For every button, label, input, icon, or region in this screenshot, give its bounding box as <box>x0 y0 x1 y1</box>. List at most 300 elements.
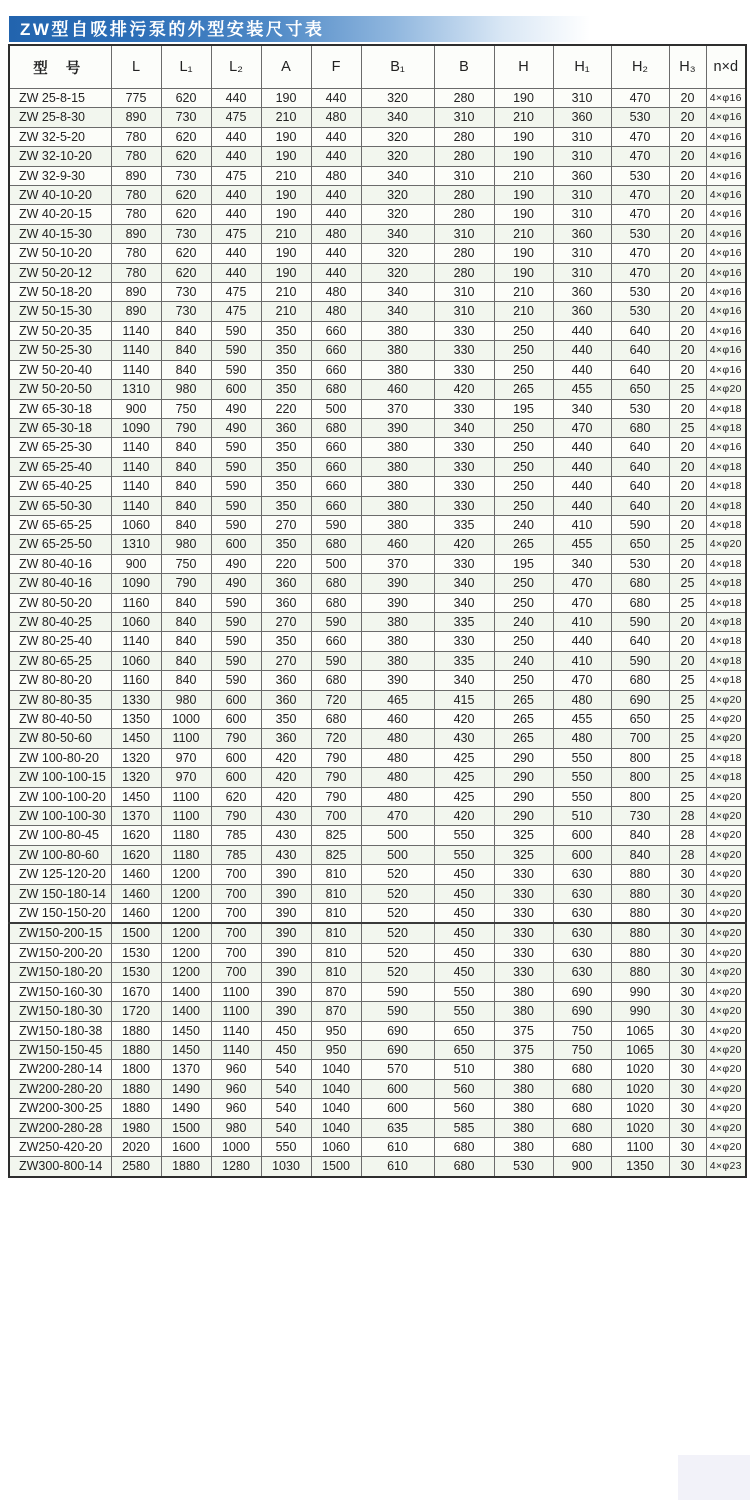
cell: 660 <box>311 496 361 515</box>
cell: 550 <box>434 1002 494 1021</box>
cell: 470 <box>611 263 669 282</box>
cell: 4×φ20 <box>706 1021 746 1040</box>
cell: 1200 <box>161 923 211 943</box>
cell: 325 <box>494 826 553 845</box>
cell: 590 <box>611 612 669 631</box>
cell: 1280 <box>211 1157 261 1177</box>
cell: 440 <box>311 263 361 282</box>
cell: 380 <box>494 1137 553 1156</box>
cell: 320 <box>361 89 434 108</box>
cell: 4×φ18 <box>706 632 746 651</box>
cell: 380 <box>494 1002 553 1021</box>
cell: 340 <box>434 574 494 593</box>
page-corner-shade <box>678 1455 750 1500</box>
cell: 680 <box>311 593 361 612</box>
model-cell: ZW150-180-30 <box>9 1002 111 1021</box>
cell: 450 <box>434 943 494 962</box>
cell: 490 <box>211 554 261 573</box>
cell: 890 <box>111 283 161 302</box>
cell: 330 <box>494 904 553 924</box>
cell: 700 <box>211 904 261 924</box>
cell: 470 <box>553 671 611 690</box>
cell: 4×φ20 <box>706 380 746 399</box>
cell: 250 <box>494 632 553 651</box>
cell: 660 <box>311 360 361 379</box>
cell: 1140 <box>211 1021 261 1040</box>
cell: 250 <box>494 496 553 515</box>
cell: 640 <box>611 360 669 379</box>
cell: 310 <box>434 302 494 321</box>
cell: 195 <box>494 399 553 418</box>
cell: 290 <box>494 768 553 787</box>
cell: 250 <box>494 574 553 593</box>
cell: 25 <box>669 690 706 709</box>
cell: 265 <box>494 710 553 729</box>
table-row <box>9 380 746 399</box>
cell: 630 <box>553 923 611 943</box>
cell: 320 <box>361 186 434 205</box>
cell: 470 <box>611 186 669 205</box>
cell: 450 <box>261 1040 311 1059</box>
table-row <box>9 205 746 224</box>
cell: 4×φ18 <box>706 612 746 631</box>
cell: 30 <box>669 1060 706 1079</box>
model-cell: ZW 80-50-60 <box>9 729 111 748</box>
cell: 570 <box>361 1060 434 1079</box>
cell: 1140 <box>111 438 161 457</box>
cell: 4×φ20 <box>706 904 746 924</box>
cell: 390 <box>261 904 311 924</box>
cell: 600 <box>211 768 261 787</box>
model-cell: ZW 80-25-40 <box>9 632 111 651</box>
cell: 1040 <box>311 1060 361 1079</box>
cell: 840 <box>161 671 211 690</box>
cell: 440 <box>311 244 361 263</box>
cell: 720 <box>311 690 361 709</box>
cell: 2580 <box>111 1157 161 1177</box>
cell: 455 <box>553 380 611 399</box>
cell: 960 <box>211 1099 261 1118</box>
cell: 250 <box>494 360 553 379</box>
cell: 970 <box>161 768 211 787</box>
table-row <box>9 1137 746 1156</box>
model-cell: ZW150-180-38 <box>9 1021 111 1040</box>
model-cell: ZW 65-65-25 <box>9 515 111 534</box>
cell: 550 <box>553 768 611 787</box>
cell: 990 <box>611 982 669 1001</box>
table-row <box>9 787 746 806</box>
cell: 680 <box>311 574 361 593</box>
cell: 585 <box>434 1118 494 1137</box>
model-cell: ZW200-300-25 <box>9 1099 111 1118</box>
cell: 640 <box>611 457 669 476</box>
cell: 1140 <box>111 477 161 496</box>
cell: 790 <box>161 574 211 593</box>
cell: 4×φ20 <box>706 845 746 864</box>
cell: 980 <box>161 535 211 554</box>
model-cell: ZW 50-20-12 <box>9 263 111 282</box>
model-cell: ZW 80-50-20 <box>9 593 111 612</box>
cell: 660 <box>311 457 361 476</box>
cell: 390 <box>261 982 311 1001</box>
cell: 590 <box>211 515 261 534</box>
cell: 20 <box>669 244 706 263</box>
cell: 1100 <box>211 1002 261 1021</box>
cell: 1880 <box>111 1079 161 1098</box>
cell: 690 <box>361 1040 434 1059</box>
cell: 500 <box>311 399 361 418</box>
table-row <box>9 341 746 360</box>
cell: 360 <box>261 593 311 612</box>
cell: 390 <box>361 574 434 593</box>
cell: 430 <box>434 729 494 748</box>
cell: 1320 <box>111 768 161 787</box>
cell: 550 <box>553 787 611 806</box>
table-row <box>9 321 746 340</box>
header-cell: L₂ <box>211 45 261 89</box>
cell: 30 <box>669 1021 706 1040</box>
cell: 440 <box>553 632 611 651</box>
cell: 4×φ18 <box>706 651 746 670</box>
cell: 680 <box>553 1099 611 1118</box>
cell: 730 <box>161 283 211 302</box>
cell: 730 <box>611 807 669 826</box>
cell: 350 <box>261 341 311 360</box>
cell: 1090 <box>111 418 161 437</box>
cell: 1600 <box>161 1137 211 1156</box>
cell: 680 <box>311 418 361 437</box>
cell: 480 <box>361 768 434 787</box>
cell: 220 <box>261 399 311 418</box>
cell: 785 <box>211 826 261 845</box>
cell: 330 <box>434 360 494 379</box>
cell: 210 <box>261 224 311 243</box>
cell: 480 <box>311 108 361 127</box>
cell: 1530 <box>111 963 161 982</box>
cell: 840 <box>611 845 669 864</box>
cell: 380 <box>361 438 434 457</box>
model-cell: ZW 25-8-30 <box>9 108 111 127</box>
cell: 810 <box>311 963 361 982</box>
cell: 470 <box>611 244 669 263</box>
cell: 1140 <box>111 457 161 476</box>
cell: 360 <box>261 574 311 593</box>
cell: 700 <box>211 865 261 884</box>
cell: 4×φ16 <box>706 147 746 166</box>
cell: 340 <box>553 399 611 418</box>
cell: 1880 <box>111 1040 161 1059</box>
table-row <box>9 768 746 787</box>
cell: 950 <box>311 1021 361 1040</box>
cell: 700 <box>211 963 261 982</box>
cell: 610 <box>361 1157 434 1177</box>
model-cell: ZW 32-5-20 <box>9 127 111 146</box>
cell: 680 <box>434 1157 494 1177</box>
cell: 330 <box>434 477 494 496</box>
cell: 30 <box>669 982 706 1001</box>
cell: 340 <box>361 283 434 302</box>
cell: 1060 <box>111 612 161 631</box>
cell: 190 <box>261 147 311 166</box>
cell: 420 <box>434 535 494 554</box>
header-cell: H₃ <box>669 45 706 89</box>
cell: 20 <box>669 632 706 651</box>
cell: 4×φ20 <box>706 982 746 1001</box>
table-row <box>9 1021 746 1040</box>
table-row <box>9 729 746 748</box>
cell: 1880 <box>161 1157 211 1177</box>
cell: 210 <box>261 283 311 302</box>
cell: 840 <box>161 321 211 340</box>
cell: 520 <box>361 865 434 884</box>
cell: 1100 <box>611 1137 669 1156</box>
cell: 335 <box>434 515 494 534</box>
cell: 380 <box>361 477 434 496</box>
model-cell: ZW 80-40-50 <box>9 710 111 729</box>
cell: 635 <box>361 1118 434 1137</box>
cell: 1330 <box>111 690 161 709</box>
cell: 470 <box>553 574 611 593</box>
cell: 440 <box>211 127 261 146</box>
cell: 450 <box>434 884 494 903</box>
cell: 1450 <box>161 1040 211 1059</box>
cell: 4×φ18 <box>706 418 746 437</box>
cell: 520 <box>361 904 434 924</box>
cell: 630 <box>553 865 611 884</box>
cell: 4×φ18 <box>706 768 746 787</box>
cell: 210 <box>494 108 553 127</box>
page-title: ZW型自吸排污泵的外型安装尺寸表 <box>9 16 590 42</box>
cell: 450 <box>434 923 494 943</box>
cell: 310 <box>553 147 611 166</box>
cell: 360 <box>553 166 611 185</box>
header-cell: 型 号 <box>9 45 111 89</box>
cell: 1000 <box>211 1137 261 1156</box>
cell: 690 <box>611 690 669 709</box>
table-row <box>9 982 746 1001</box>
cell: 4×φ18 <box>706 748 746 767</box>
cell: 1060 <box>311 1137 361 1156</box>
cell: 20 <box>669 263 706 282</box>
cell: 590 <box>211 477 261 496</box>
cell: 4×φ16 <box>706 360 746 379</box>
header-cell: L₁ <box>161 45 211 89</box>
cell: 4×φ20 <box>706 710 746 729</box>
cell: 640 <box>611 321 669 340</box>
cell: 590 <box>211 612 261 631</box>
cell: 4×φ16 <box>706 186 746 205</box>
cell: 790 <box>161 418 211 437</box>
cell: 240 <box>494 651 553 670</box>
cell: 440 <box>311 147 361 166</box>
cell: 590 <box>211 341 261 360</box>
cell: 280 <box>434 205 494 224</box>
cell: 265 <box>494 690 553 709</box>
cell: 370 <box>361 554 434 573</box>
cell: 20 <box>669 127 706 146</box>
model-cell: ZW150-200-15 <box>9 923 111 943</box>
model-cell: ZW 65-25-40 <box>9 457 111 476</box>
cell: 440 <box>553 341 611 360</box>
cell: 1100 <box>161 807 211 826</box>
cell: 250 <box>494 671 553 690</box>
table-row <box>9 1002 746 1021</box>
cell: 420 <box>261 787 311 806</box>
header-cell: H <box>494 45 553 89</box>
cell: 470 <box>553 593 611 612</box>
cell: 320 <box>361 263 434 282</box>
cell: 350 <box>261 710 311 729</box>
cell: 1350 <box>611 1157 669 1177</box>
cell: 4×φ16 <box>706 166 746 185</box>
cell: 680 <box>553 1060 611 1079</box>
cell: 1020 <box>611 1118 669 1137</box>
cell: 800 <box>611 768 669 787</box>
model-cell: ZW150-200-20 <box>9 943 111 962</box>
cell: 480 <box>553 729 611 748</box>
cell: 1060 <box>111 651 161 670</box>
cell: 440 <box>553 496 611 515</box>
table-row <box>9 748 746 767</box>
cell: 330 <box>494 963 553 982</box>
cell: 380 <box>494 1079 553 1098</box>
table-row <box>9 1099 746 1118</box>
model-cell: ZW200-280-20 <box>9 1079 111 1098</box>
table-row <box>9 1079 746 1098</box>
cell: 20 <box>669 108 706 127</box>
cell: 1460 <box>111 884 161 903</box>
cell: 4×φ20 <box>706 1002 746 1021</box>
cell: 4×φ18 <box>706 554 746 573</box>
cell: 530 <box>611 283 669 302</box>
cell: 4×φ16 <box>706 89 746 108</box>
table-header <box>9 45 746 89</box>
cell: 690 <box>553 1002 611 1021</box>
table-row <box>9 1040 746 1059</box>
cell: 280 <box>434 244 494 263</box>
cell: 450 <box>261 1021 311 1040</box>
cell: 330 <box>494 943 553 962</box>
cell: 1880 <box>111 1099 161 1118</box>
cell: 1490 <box>161 1099 211 1118</box>
cell: 360 <box>261 418 311 437</box>
cell: 2020 <box>111 1137 161 1156</box>
cell: 1140 <box>111 341 161 360</box>
cell: 1140 <box>111 360 161 379</box>
model-cell: ZW 65-30-18 <box>9 399 111 418</box>
cell: 680 <box>553 1137 611 1156</box>
cell: 1880 <box>111 1021 161 1040</box>
table-row <box>9 923 746 943</box>
cell: 790 <box>311 787 361 806</box>
cell: 1160 <box>111 593 161 612</box>
cell: 390 <box>261 963 311 982</box>
cell: 4×φ18 <box>706 671 746 690</box>
cell: 190 <box>494 244 553 263</box>
table-row <box>9 1060 746 1079</box>
cell: 640 <box>611 477 669 496</box>
model-cell: ZW 100-80-20 <box>9 748 111 767</box>
cell: 480 <box>311 224 361 243</box>
cell: 890 <box>111 108 161 127</box>
cell: 530 <box>611 302 669 321</box>
cell: 310 <box>434 166 494 185</box>
cell: 30 <box>669 1002 706 1021</box>
cell: 1200 <box>161 884 211 903</box>
model-cell: ZW 80-65-25 <box>9 651 111 670</box>
cell: 360 <box>261 729 311 748</box>
cell: 680 <box>311 710 361 729</box>
cell: 530 <box>611 166 669 185</box>
table-row <box>9 593 746 612</box>
cell: 20 <box>669 554 706 573</box>
cell: 440 <box>553 360 611 379</box>
cell: 470 <box>361 807 434 826</box>
cell: 190 <box>261 205 311 224</box>
model-cell: ZW150-160-30 <box>9 982 111 1001</box>
cell: 25 <box>669 710 706 729</box>
cell: 825 <box>311 826 361 845</box>
cell: 4×φ20 <box>706 807 746 826</box>
cell: 1040 <box>311 1079 361 1098</box>
table-row <box>9 574 746 593</box>
cell: 420 <box>261 748 311 767</box>
table-row <box>9 710 746 729</box>
cell: 660 <box>311 438 361 457</box>
cell: 750 <box>553 1040 611 1059</box>
cell: 1620 <box>111 826 161 845</box>
header-cell: L <box>111 45 161 89</box>
cell: 290 <box>494 807 553 826</box>
model-cell: ZW 40-20-15 <box>9 205 111 224</box>
cell: 190 <box>494 127 553 146</box>
cell: 650 <box>611 710 669 729</box>
cell: 840 <box>161 515 211 534</box>
cell: 310 <box>553 263 611 282</box>
cell: 650 <box>434 1040 494 1059</box>
cell: 1460 <box>111 865 161 884</box>
cell: 20 <box>669 283 706 302</box>
model-cell: ZW 65-50-30 <box>9 496 111 515</box>
cell: 700 <box>211 884 261 903</box>
cell: 950 <box>311 1040 361 1059</box>
cell: 220 <box>261 554 311 573</box>
cell: 390 <box>261 1002 311 1021</box>
cell: 4×φ16 <box>706 244 746 263</box>
cell: 680 <box>553 1118 611 1137</box>
cell: 590 <box>211 671 261 690</box>
cell: 30 <box>669 923 706 943</box>
cell: 4×φ20 <box>706 787 746 806</box>
table-row <box>9 690 746 709</box>
cell: 450 <box>434 865 494 884</box>
cell: 680 <box>611 418 669 437</box>
cell: 30 <box>669 904 706 924</box>
cell: 380 <box>361 360 434 379</box>
cell: 4×φ16 <box>706 127 746 146</box>
cell: 475 <box>211 108 261 127</box>
cell: 330 <box>434 438 494 457</box>
cell: 840 <box>161 496 211 515</box>
model-cell: ZW 65-40-25 <box>9 477 111 496</box>
cell: 4×φ20 <box>706 690 746 709</box>
cell: 560 <box>434 1079 494 1098</box>
cell: 250 <box>494 457 553 476</box>
cell: 310 <box>553 205 611 224</box>
table-row <box>9 244 746 263</box>
cell: 520 <box>361 943 434 962</box>
cell: 440 <box>211 89 261 108</box>
